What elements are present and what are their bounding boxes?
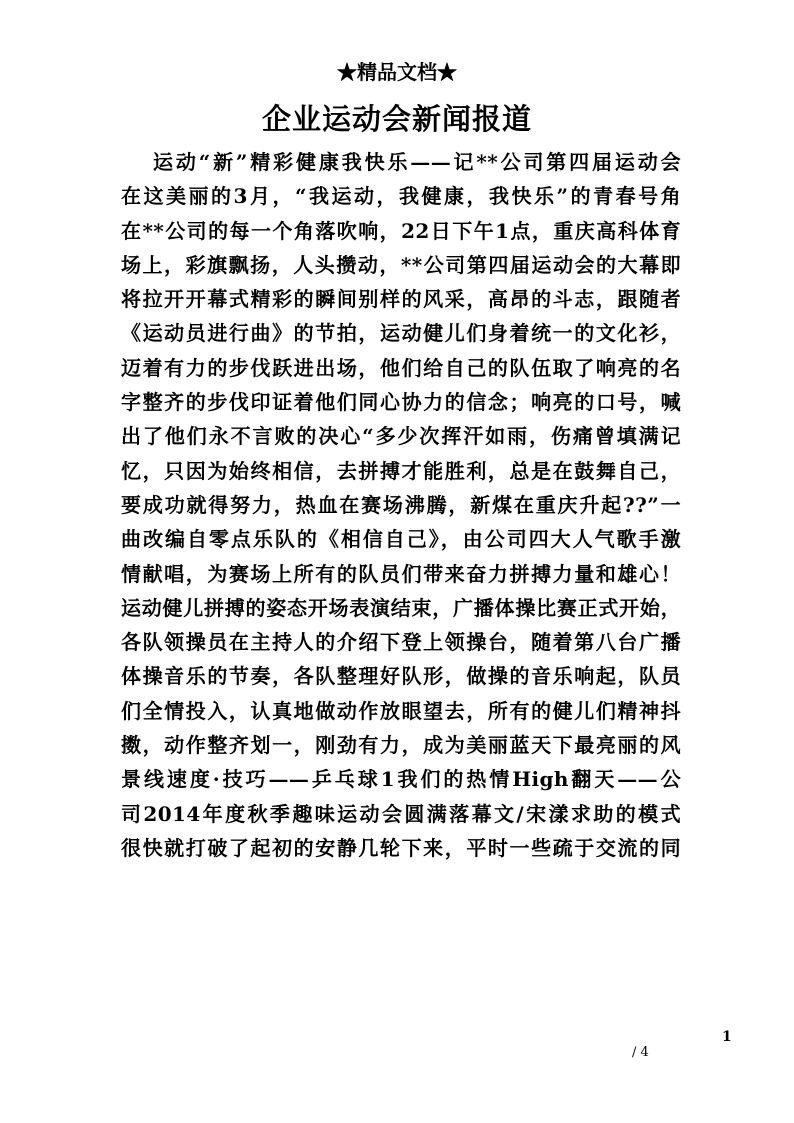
article-line: 很快就打破了起初的安静几轮下来，平时一些疏于交流的同 — [121, 835, 681, 860]
article-line: 体操音乐的节奏，各队整理好队形，做操的音乐响起，队员 — [121, 664, 681, 689]
article-line: 将拉开开幕式精彩的瞬间别样的风采，高昂的斗志，跟随者 — [121, 287, 681, 312]
article-line: 字整齐的步伐印证着他们同心协力的信念；响亮的口号，喊 — [121, 390, 681, 415]
article-line: 曲改编自零点乐队的《相信自己》，由公司四大人气歌手激 — [121, 527, 681, 552]
article-line: 要成功就得努力，热血在赛场沸腾，新煤在重庆升起??”一 — [121, 492, 681, 517]
page-title: 企业运动会新闻报道 — [261, 102, 532, 136]
article-line: 《运动员进行曲》的节拍，运动健儿们身着统一的文化衫， — [121, 321, 681, 346]
article-line: 场上，彩旗飘扬，人头攒动，**公司第四届运动会的大幕即 — [121, 252, 681, 277]
article-line: 情献唱，为赛场上所有的队员们带来奋力拼搏力量和雄心！ — [121, 561, 681, 586]
article-line: 在这美丽的3月，“我运动，我健康，我快乐”的青春号角 — [121, 184, 681, 209]
article-line: 出了他们永不言败的决心“多少次挥汗如雨，伤痛曾填满记 — [121, 424, 681, 449]
page-total: / 4 — [632, 1045, 649, 1060]
document-header: ★精品文档★ — [337, 60, 457, 84]
article-line: 各队领操员在主持人的介绍下登上领操台，随着第八台广播 — [121, 630, 681, 655]
article-line: 忆，只因为始终相信，去拼搏才能胜利，总是在鼓舞自己， — [121, 458, 681, 483]
article-line: 景线速度·技巧——乒乓球1我们的热情High翻天——公 — [121, 767, 681, 792]
article-body — [121, 145, 681, 865]
article-line: 迈着有力的步伐跃进出场，他们给自己的队伍取了响亮的名 — [121, 355, 681, 380]
article-line: 们全情投入，认真地做动作放眼望去，所有的健儿们精神抖 — [121, 698, 681, 723]
article-line: 运动健儿拼搏的姿态开场表演结束，广播体操比赛正式开始， — [121, 595, 681, 620]
article-line: 在**公司的每一个角落吹响，22日下午1点，重庆高科体育 — [121, 218, 681, 243]
article-line: 运动“新”精彩健康我快乐——记**公司第四届运动会 — [153, 150, 681, 174]
article-line: 司2014年度秋季趣味运动会圆满落幕文/宋漾求助的模式 — [121, 801, 681, 826]
page-number: 1 — [722, 1029, 732, 1045]
article-line: 擞，动作整齐划一，刚劲有力，成为美丽蓝天下最亮丽的风 — [121, 733, 681, 758]
